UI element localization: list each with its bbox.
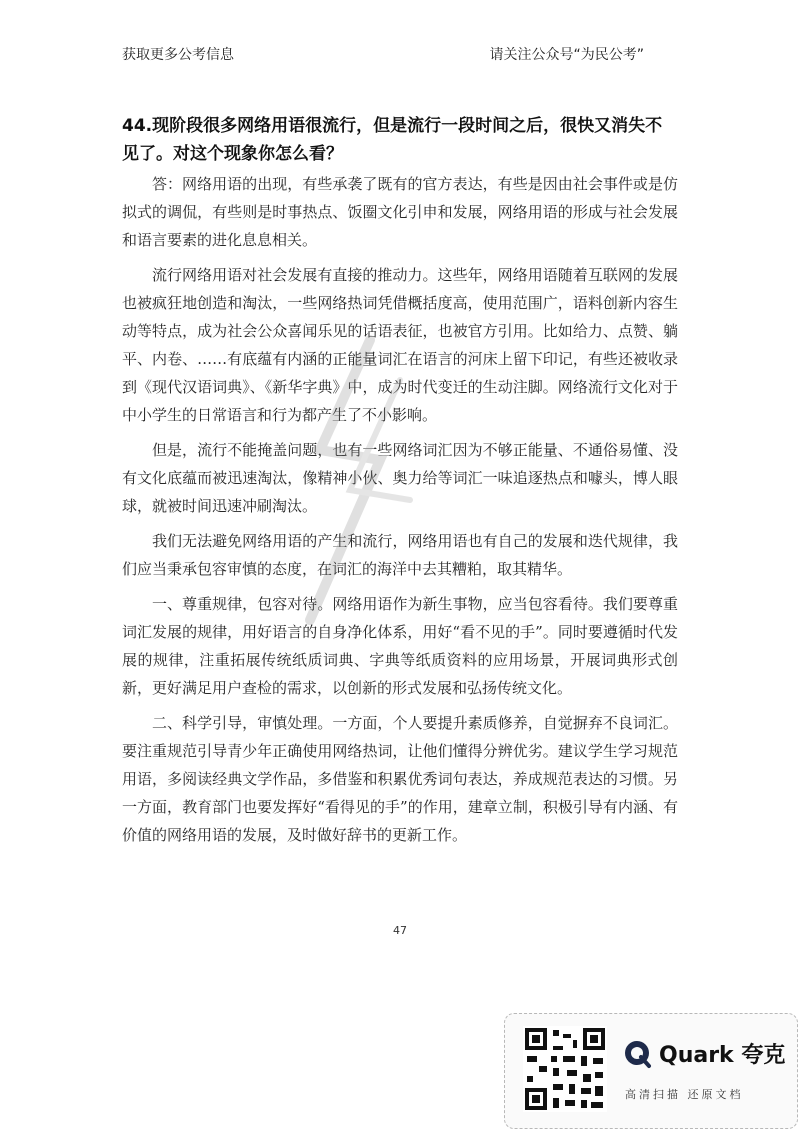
header-left: 获取更多公考信息 [122, 47, 234, 63]
scanner-stamp [504, 1013, 798, 1129]
page-number: 47 [393, 924, 407, 937]
brand-logo [623, 1038, 785, 1069]
body-paragraph: 但是，流行不能掩盖问题，也有一些网络词汇因为不够正能量、不通俗易懂、没有文化底蕴而被迅速淘汰，像精神小伙、奥力给等词汇一味追逐热点和噱头，博人眼球，就被时间迅速冲刷淘汰。 [122, 441, 678, 515]
quark-logo-icon [623, 1039, 653, 1069]
document-body [122, 112, 678, 856]
question-title: 44.现阶段很多网络用语很流行，但是流行一段时间之后，很快又消失不见了。对这个现象你怎么看？ [122, 116, 663, 164]
body-paragraph: 我们无法避免网络用语的产生和流行，网络用语也有自己的发展和迭代规律，我们应当秉承包容审慎的态度，在词汇的海洋中去其糟粕，取其精华。 [122, 532, 678, 578]
body-paragraph: 一、尊重规律，包容对待。网络用语作为新生事物，应当包容看待。我们要尊重词汇发展的规律，用好语言的自身净化体系，用好“看不见的手”。同时要遵循时代发展的规律，注重拓展传统纸质词典、字典等纸质资料的应用场景，开展词典形式创新，更好满足用户查检的需求，以创新的形式发展和弘扬传统文化。 [122, 595, 678, 697]
header-right: 请关注公众号“为民公考” [489, 47, 644, 63]
body-paragraph: 二、科学引导，审慎处理。一方面，个人要提升素质修养，自觉摒弃不良词汇。要注重规范引导青少年正确使用网络热词，让他们懂得分辨优劣。建议学生学习规范用语，多阅读经典文学作品，多借鉴和积累优秀词句表达，养成规范表达的习惯。另一方面，教育部门也要发挥好“看得见的手”的作用，建章立制，积极引导有内涵、有价值的网络用语的发展，及时做好辞书的更新工作。 [122, 714, 678, 844]
answer-paragraph: 答：网络用语的出现，有些承袭了既有的官方表达，有些是因由社会事件或是仿拟式的调侃，有些则是时事热点、饭圈文化引申和发展，网络用语的形成与社会发展和语言要素的进化息息相关。 [122, 175, 678, 249]
brand-name: Quark 夸克 [659, 1043, 786, 1068]
qr-code-icon [523, 1026, 607, 1112]
stamp-slogan: 高清扫描 还原文档 [625, 1088, 744, 1101]
body-paragraph: 流行网络用语对社会发展有直接的推动力。这些年，网络用语随着互联网的发展也被疯狂地创造和淘汰，一些网络热词凭借概括度高，使用范围广，语料创新内容生动等特点，成为社会公众喜闻乐见的话语表征，也被官方引用。比如给力、点赞、躺平、内卷、……有底蕴有内涵的正能量词汇在语言的河床上留下印记，有些还被收录到《现代汉语词典》、《新华字典》中，成为时代变迁的生动注脚。网络流行文化对于中小学生的日常语言和行为都产生了不小影响。 [122, 266, 678, 424]
